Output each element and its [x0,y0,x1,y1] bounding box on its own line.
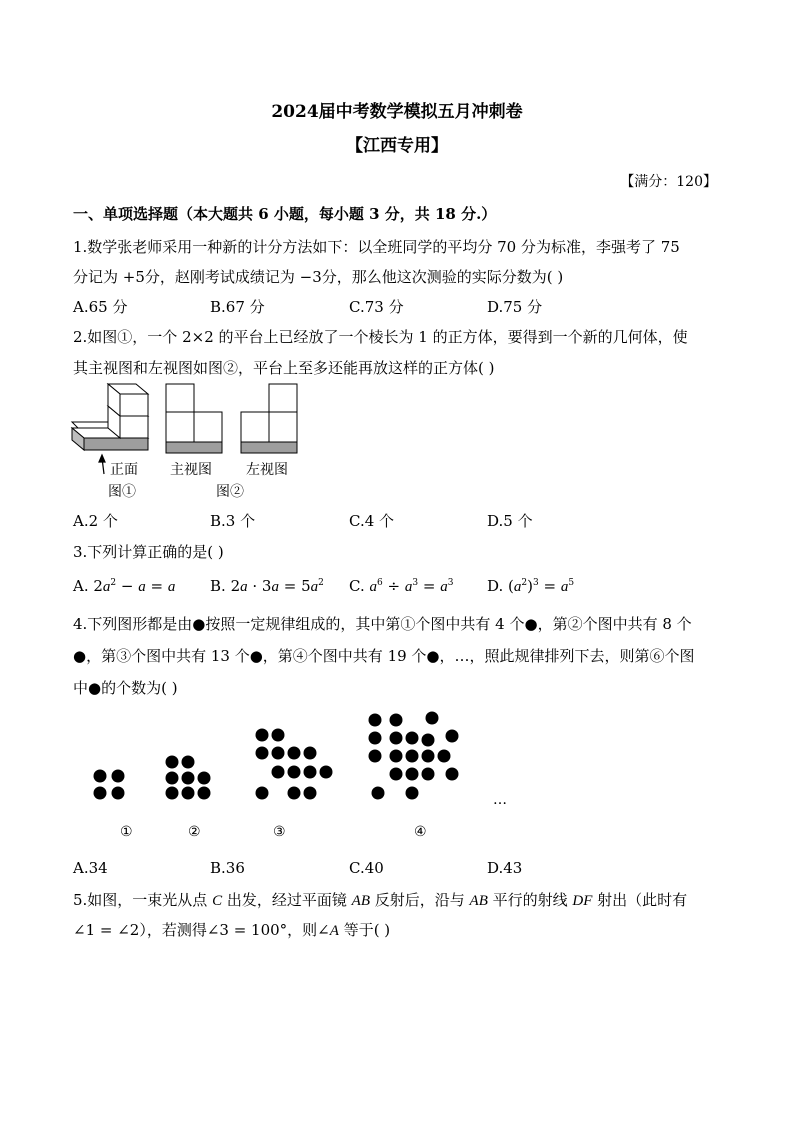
pattern-3-dot [320,766,333,779]
exam-subtitle: 【江西专用】 [346,136,448,156]
pattern-2-dot [182,756,195,769]
q1-option-b: B.67 分 [210,298,265,316]
pattern-3-dot [304,747,317,760]
pattern-4-dot [422,734,435,747]
q2-option-b: B.3 个 [210,512,256,530]
pattern-3-dot [272,729,285,742]
pattern-3-dot [304,787,317,800]
pattern-3-dot [288,787,301,800]
pattern-4-dot [446,730,459,743]
q2-option-c: C.4 个 [349,512,395,530]
pattern-4-dot [426,712,439,725]
q1-option-c: C.73 分 [349,298,404,316]
pattern-3-dot [272,766,285,779]
q4-option-a: A.34 [73,859,108,877]
fig1-caption: 图① [108,484,136,500]
q2-line1: 2.如图①，一个 2×2 的平台上已经放了一个棱长为 1 的正方体，要得到一个新的几何体，使 [73,328,688,346]
pattern-label-3: ③ [273,824,286,840]
main-view-figure [166,384,222,453]
pattern-4-dot [438,750,451,763]
left-view-label: 左视图 [246,462,288,478]
pattern-3-dot [288,766,301,779]
pattern-4-dot [406,750,419,763]
pattern-4-dot [390,714,403,727]
q2-line2: 其主视图和左视图如图②，平台上至多还能再放这样的正方体( ) [73,359,495,377]
pattern-2-dot [166,756,179,769]
full-score-note: 【满分：120】 [620,174,717,190]
pattern-4-dot [369,750,382,763]
pattern-3-dot [256,729,269,742]
pattern-label-2: ② [188,824,201,840]
q4-line3: 中●的个数为( ) [73,679,178,697]
pattern-3-dot [256,747,269,760]
q1-line2: 分记为 +5分，赵刚考试成绩记为 −3分，那么他这次测验的实际分数为( ) [73,268,564,286]
q4-line2: ●，第③个图中共有 13 个●，第④个图中共有 19 个●，…，照此规律排列下去，则第⑥个图 [73,647,695,665]
pattern-label-1: ① [120,824,133,840]
pattern-4-dot [406,732,419,745]
pattern-ellipsis: … [493,792,507,808]
q3-option-a: A. $2a^2 - a = a$ [73,577,176,595]
fig2-caption: 图② [216,484,244,500]
q3-option-d: D. $(a^2)^3 = a^5$ [487,577,575,595]
left-view-figure [241,384,297,453]
pattern-3-dot [256,787,269,800]
q5-line1: 5.如图，一束光从点 C 出发，经过平面镜 AB 反射后，沿与 AB 平行的射线 DF 射出（此时有 [73,891,688,909]
front-label: 正面 [110,462,138,478]
main-view-label: 主视图 [170,462,212,478]
pattern-4-dot [406,768,419,781]
pattern-2-dot [198,787,211,800]
q3-option-c: C. $a^6 \div a^3 = a^3$ [349,577,454,595]
pattern-4-dot [390,732,403,745]
pattern-4-dot [390,750,403,763]
pattern-4-dot [369,714,382,727]
q1-line1: 1.数学张老师采用一种新的计分方法如下：以全班同学的平均分 70 分为标准，李强考了 75 [73,238,680,256]
section-heading: 一、单项选择题（本大题共 6 小题，每小题 3 分，共 18 分.） [73,205,497,223]
front-arrow-icon [99,455,105,474]
pattern-1-dot [112,787,125,800]
q1-option-a: A.65 分 [73,298,128,316]
pattern-3-dot [288,747,301,760]
pattern-4-dot [406,787,419,800]
pattern-2-dot [182,772,195,785]
q4-line1: 4.下列图形都是由●按照一定规律组成的，其中第①个图中共有 4 个●，第②个图中共有 8 个 [73,615,692,633]
q4-option-b: B.36 [210,859,245,877]
q1-option-d: D.75 分 [487,298,543,316]
pattern-2-dot [198,772,211,785]
pattern-1-dot [94,787,107,800]
pattern-2-dot [166,772,179,785]
q5-line2: ∠1 = ∠2），若测得∠3 = 100°，则∠A 等于( ) [73,921,391,939]
platform-cube-figure [72,384,148,450]
pattern-4-dot [369,732,382,745]
q2-option-a: A.2 个 [73,512,118,530]
pattern-1-dot [94,770,107,783]
pattern-3-dot [304,766,317,779]
pattern-2-dot [182,787,195,800]
q2-figure [66,382,306,500]
dot-pattern-figure [80,706,520,846]
pattern-4-dot [446,768,459,781]
pattern-4-dot [422,768,435,781]
q3-option-b: B. $2a \cdot 3a = 5a^2$ [210,577,324,595]
pattern-4-dot [372,787,385,800]
q4-option-c: C.40 [349,859,384,877]
q2-option-d: D.5 个 [487,512,533,530]
pattern-2-dot [166,787,179,800]
q4-option-d: D.43 [487,859,523,877]
pattern-1-dot [112,770,125,783]
pattern-3-dot [272,747,285,760]
exam-title: 2024届中考数学模拟五月冲刺卷 [271,102,523,122]
pattern-label-4: ④ [414,824,427,840]
pattern-4-dot [390,768,403,781]
pattern-4-dot [422,750,435,763]
q3-line1: 3.下列计算正确的是( ) [73,543,224,561]
